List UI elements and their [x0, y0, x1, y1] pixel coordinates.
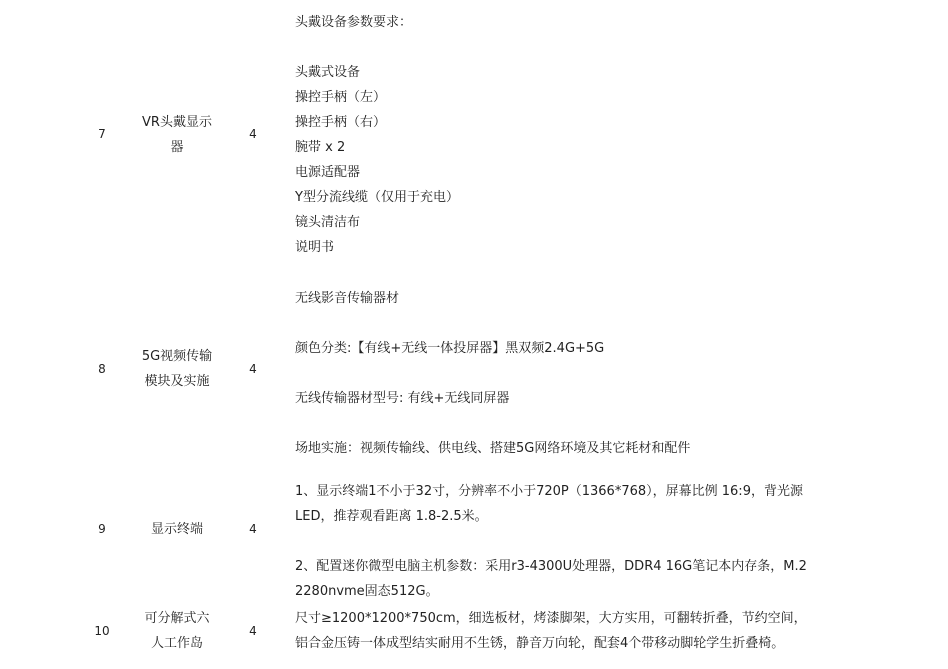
item-spec: [295, 479, 840, 604]
spec-line: [295, 311, 840, 336]
item-name-line: 人工作岛: [150, 636, 203, 651]
item-quantity: 4: [249, 127, 257, 141]
row-number: 7: [98, 127, 106, 141]
spec-line: LED，推荐观看距离 1.8-2.5米。: [295, 509, 488, 524]
item-name-line: 可分解式六: [144, 611, 210, 626]
item-name-line: 5G视频传输: [141, 349, 213, 364]
spec-line: 尺寸≥1200*1200*750cm，细选板材，烤漆脚架，大方实用，可翻转折叠，节约空间，: [295, 611, 807, 626]
item-name: [133, 344, 221, 394]
spec-line: 头戴设备参数要求：: [295, 15, 413, 30]
spec-line: 操控手柄（右）: [295, 115, 387, 130]
spec-line: [295, 361, 840, 386]
spec-line: 颜色分类:【有线+无线一体投屏器】黑双频2.4G+5G: [295, 341, 605, 356]
item-name: [133, 606, 221, 656]
spec-line: 无线传输器材型号: 有线+无线同屏器: [295, 391, 510, 406]
item-quantity: 4: [249, 624, 257, 638]
item-spec: [295, 286, 840, 461]
item-spec: [295, 10, 840, 260]
spec-line: 镜头清洁布: [295, 215, 361, 230]
item-spec: [295, 606, 840, 656]
spec-line: [295, 411, 840, 436]
spec-line: 铝合金压铸一体成型结实耐用不生锈，静音万向轮，配套4个带移动脚轮学生折叠椅。: [295, 636, 785, 651]
spec-line: Y型分流线缆（仅用于充电）: [295, 190, 459, 205]
spec-line: 1、显示终端1不小于32寸，分辨率不小于720P（1366*768），屏幕比例 16:9，背光源: [295, 484, 803, 499]
item-name-line: 模块及实施: [144, 374, 210, 389]
item-name-line: 器: [170, 140, 184, 155]
spec-line: 2280nvme固态512G。: [295, 584, 439, 599]
row-number: 10: [94, 624, 110, 638]
item-name: [133, 110, 221, 160]
spec-line: 操控手柄（左）: [295, 90, 387, 105]
item-quantity: 4: [249, 362, 257, 376]
item-name-line: VR头戴显示: [142, 115, 212, 130]
item-name-line: 显示终端: [150, 522, 203, 537]
spec-line: 场地实施：视频传输线、供电线、搭建5G网络环境及其它耗材和配件: [295, 441, 691, 456]
item-name: [133, 517, 221, 542]
row-number: 8: [98, 362, 106, 376]
spec-line: [295, 529, 840, 554]
spec-line: [295, 35, 840, 60]
spec-line: 无线影音传输器材: [295, 291, 400, 306]
row-number: 9: [98, 522, 106, 536]
spec-line: 头戴式设备: [295, 65, 361, 80]
item-quantity: 4: [249, 522, 257, 536]
spec-line: 2、配置迷你微型电脑主机参数：采用r3-4300U处理器，DDR4 16G笔记本内存条，M.2: [295, 559, 807, 574]
spec-line: 说明书: [295, 240, 335, 255]
spec-line: 腕带 x 2: [295, 140, 346, 155]
spec-line: 电源适配器: [295, 165, 361, 180]
